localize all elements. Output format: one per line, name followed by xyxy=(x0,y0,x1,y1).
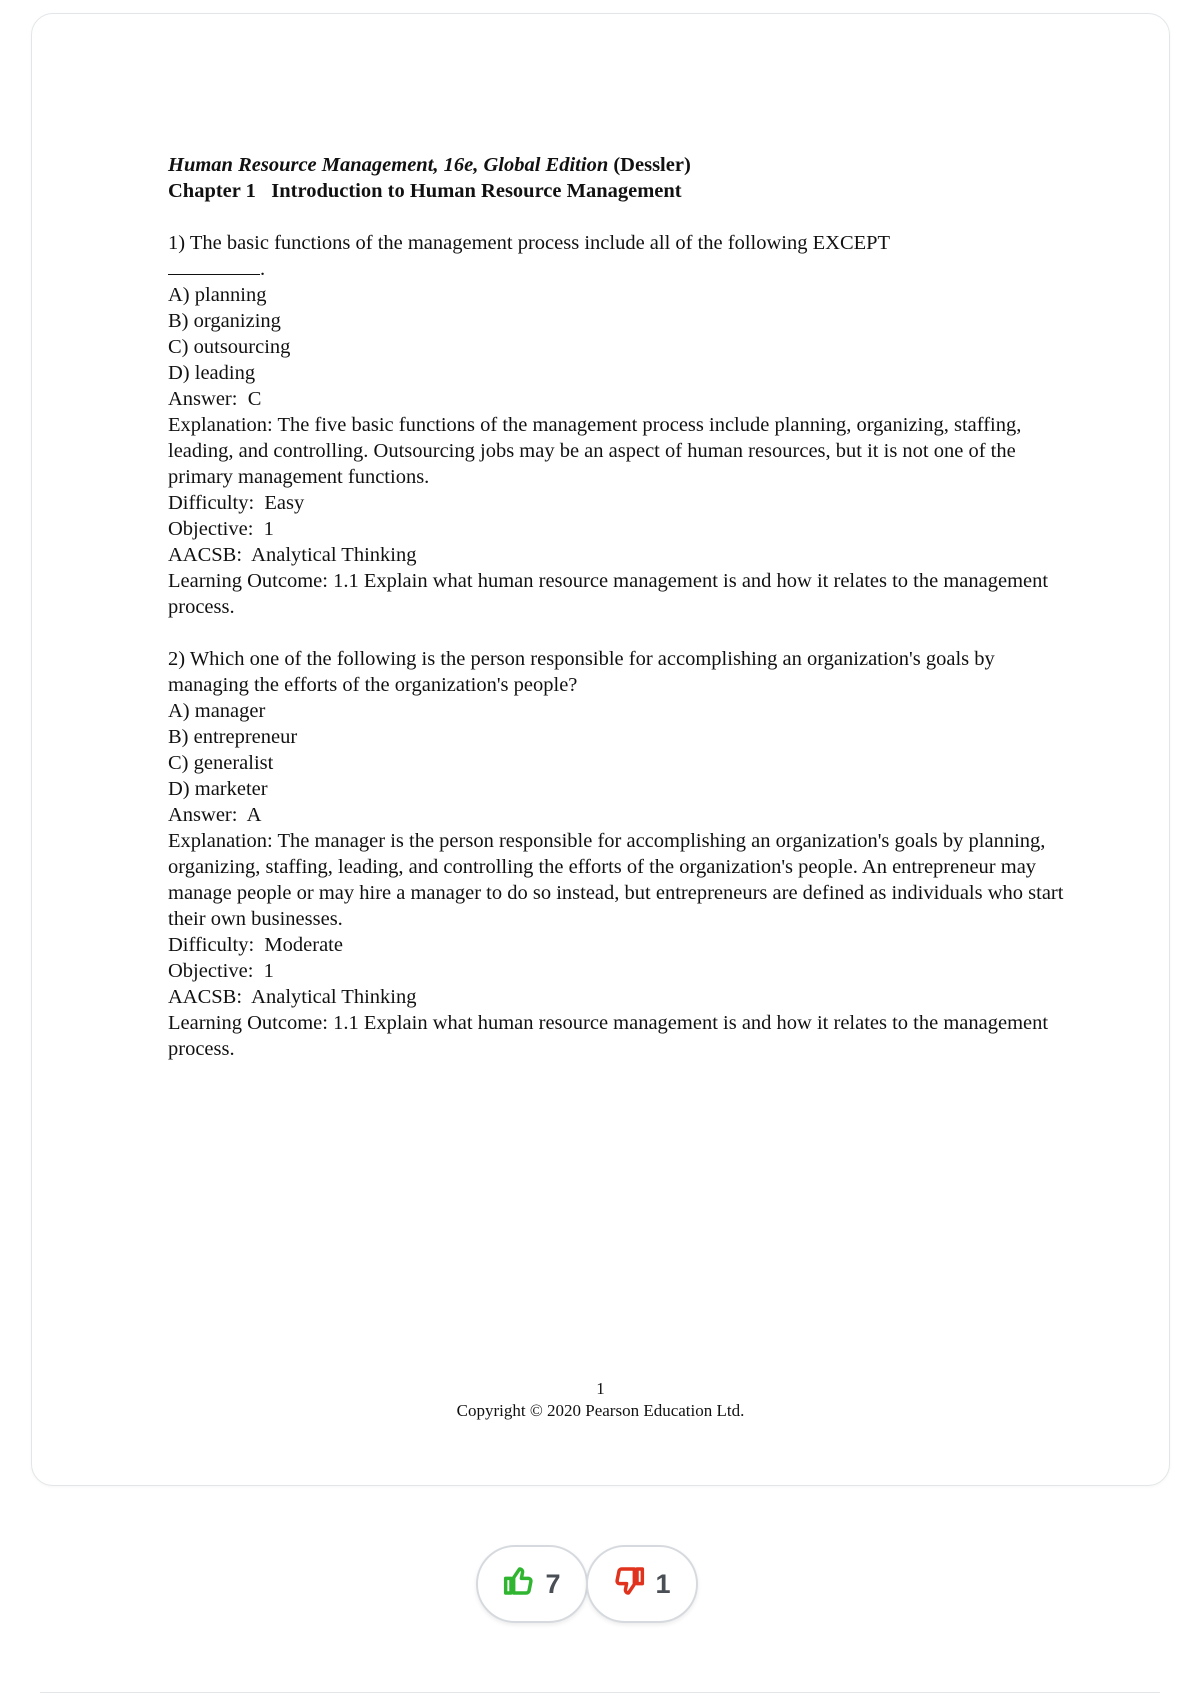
explanation: Explanation: The manager is the person responsible for accomplishing an organization's goals by planning, organizing, staffing, leading, and controlling the efforts of the organization's people. An entrepreneur may manage people or may hire a manager to do so instead, but entrepreneurs are defined as individuals who start their own businesses. xyxy=(168,830,1064,930)
question-stem: 1) The basic functions of the management process include all of the following EXCEPT xyxy=(168,232,891,254)
book-title: Human Resource Management, 16e, Global Edition xyxy=(168,154,609,176)
downvote-count: 1 xyxy=(655,1568,671,1599)
objective: Objective: 1 xyxy=(168,518,274,540)
objective: Objective: 1 xyxy=(168,960,274,982)
option-b: B) organizing xyxy=(168,310,281,332)
question-2 xyxy=(168,646,1068,1062)
page-footer xyxy=(31,1378,1170,1422)
divider xyxy=(40,1692,1160,1693)
option-a: A) manager xyxy=(168,700,266,722)
learning-outcome: Learning Outcome: 1.1 Explain what human resource management is and how it relates to the management process. xyxy=(168,570,1049,618)
vote-bar xyxy=(476,1545,698,1631)
page-number: 1 xyxy=(596,1379,605,1398)
option-d: D) leading xyxy=(168,362,256,384)
answer: Answer: A xyxy=(168,804,262,826)
option-c: C) generalist xyxy=(168,752,274,774)
aacsb: AACSB: Analytical Thinking xyxy=(168,986,417,1008)
difficulty: Difficulty: Easy xyxy=(168,492,305,514)
aacsb: AACSB: Analytical Thinking xyxy=(168,544,417,566)
document-content xyxy=(168,152,1068,1062)
answer-blank xyxy=(168,258,260,275)
learning-outcome: Learning Outcome: 1.1 Explain what human resource management is and how it relates to the management process. xyxy=(168,1012,1049,1060)
author: (Dessler) xyxy=(613,154,691,176)
question-1 xyxy=(168,230,1068,620)
option-b: B) entrepreneur xyxy=(168,726,298,748)
option-c: C) outsourcing xyxy=(168,336,291,358)
difficulty: Difficulty: Moderate xyxy=(168,934,343,956)
question-blank: . xyxy=(168,256,1068,282)
option-a: A) planning xyxy=(168,284,267,306)
copyright: Copyright © 2020 Pearson Education Ltd. xyxy=(456,1401,745,1420)
thumbs-down-icon xyxy=(613,1565,645,1604)
upvote-button[interactable] xyxy=(476,1545,588,1623)
downvote-button[interactable] xyxy=(586,1545,698,1623)
thumbs-up-icon xyxy=(503,1565,535,1604)
option-d: D) marketer xyxy=(168,778,268,800)
explanation: Explanation: The five basic functions of the management process include planning, organizing, staffing, leading, and controlling. Outsourcing jobs may be an aspect of human resources, but it is not one of the primary management functions. xyxy=(168,414,1022,488)
question-stem: 2) Which one of the following is the person responsible for accomplishing an organization's goals by managing the efforts of the organization's people? xyxy=(168,648,995,696)
chapter-title: Chapter 1 Introduction to Human Resource Management xyxy=(168,180,682,202)
document-title xyxy=(168,152,1068,204)
answer: Answer: C xyxy=(168,388,262,410)
upvote-count: 7 xyxy=(545,1568,561,1599)
